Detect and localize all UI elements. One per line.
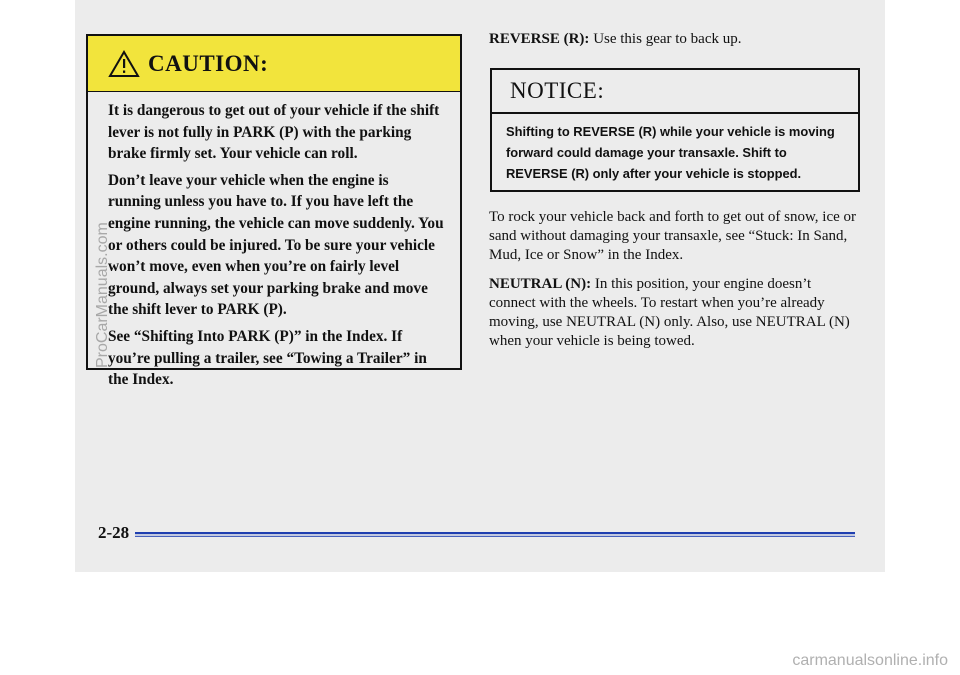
reverse-text: Use this gear to back up. — [589, 31, 742, 47]
neutral-paragraph — [489, 275, 859, 351]
caution-box — [86, 34, 462, 389]
notice-header — [492, 70, 858, 114]
page-number: 2-28 — [98, 523, 130, 542]
rock-paragraph: To rock your vehicle back and forth to get out of snow, ice or sand without damaging your transaxle, see “Stuck: In Sand, Mud, Ice or Snow” in the Index. — [489, 209, 857, 263]
notice-box — [490, 68, 860, 192]
notice-title: NOTICE: — [510, 78, 605, 103]
notice-body: Shifting to REVERSE (R) while your vehicle is moving forward could damage your transaxle. Shift to REVERSE (R) only after your vehicle is stopped. — [506, 124, 835, 181]
caution-paragraph: It is dangerous to get out of your vehicle if the shift lever is not fully in PARK (P) with the parking brake firmly set. Your vehicle can roll. — [108, 102, 440, 163]
reverse-paragraph — [489, 30, 859, 49]
reverse-label: REVERSE (R): — [489, 31, 590, 47]
neutral-text: In this position, your engine doesn’t connect with the wheels. To restart when you’re already moving, use NEUTRAL (N) only. Also, use NEUTRAL (N) when your vehicle is being towed. — [489, 276, 850, 349]
caution-paragraph: Don’t leave your vehicle when the engine is running unless you have to. If you have left the engine running, the vehicle can move suddenly. You or others could be injured. To be sure your vehicle won’t move, even when you’re on fairly level ground, always set your parking brake and move the shift lever to PARK (P). — [108, 171, 444, 319]
neutral-label: NEUTRAL (N): — [489, 276, 592, 292]
caution-header — [88, 36, 460, 92]
side-watermark: ProCarManuals.com — [94, 222, 111, 368]
reverse-section — [489, 30, 859, 59]
caution-title: CAUTION: — [148, 50, 269, 76]
footer-watermark: carmanualsonline.info — [792, 652, 948, 669]
gear-info-section — [489, 208, 859, 361]
warning-triangle-icon — [108, 50, 140, 78]
caution-body — [88, 92, 460, 391]
page-rule — [135, 532, 855, 538]
caution-paragraph: See “Shifting Into PARK (P)” in the Index. If you’re pulling a trailer, see “Towing a Trailer” in the Index. — [108, 327, 427, 389]
